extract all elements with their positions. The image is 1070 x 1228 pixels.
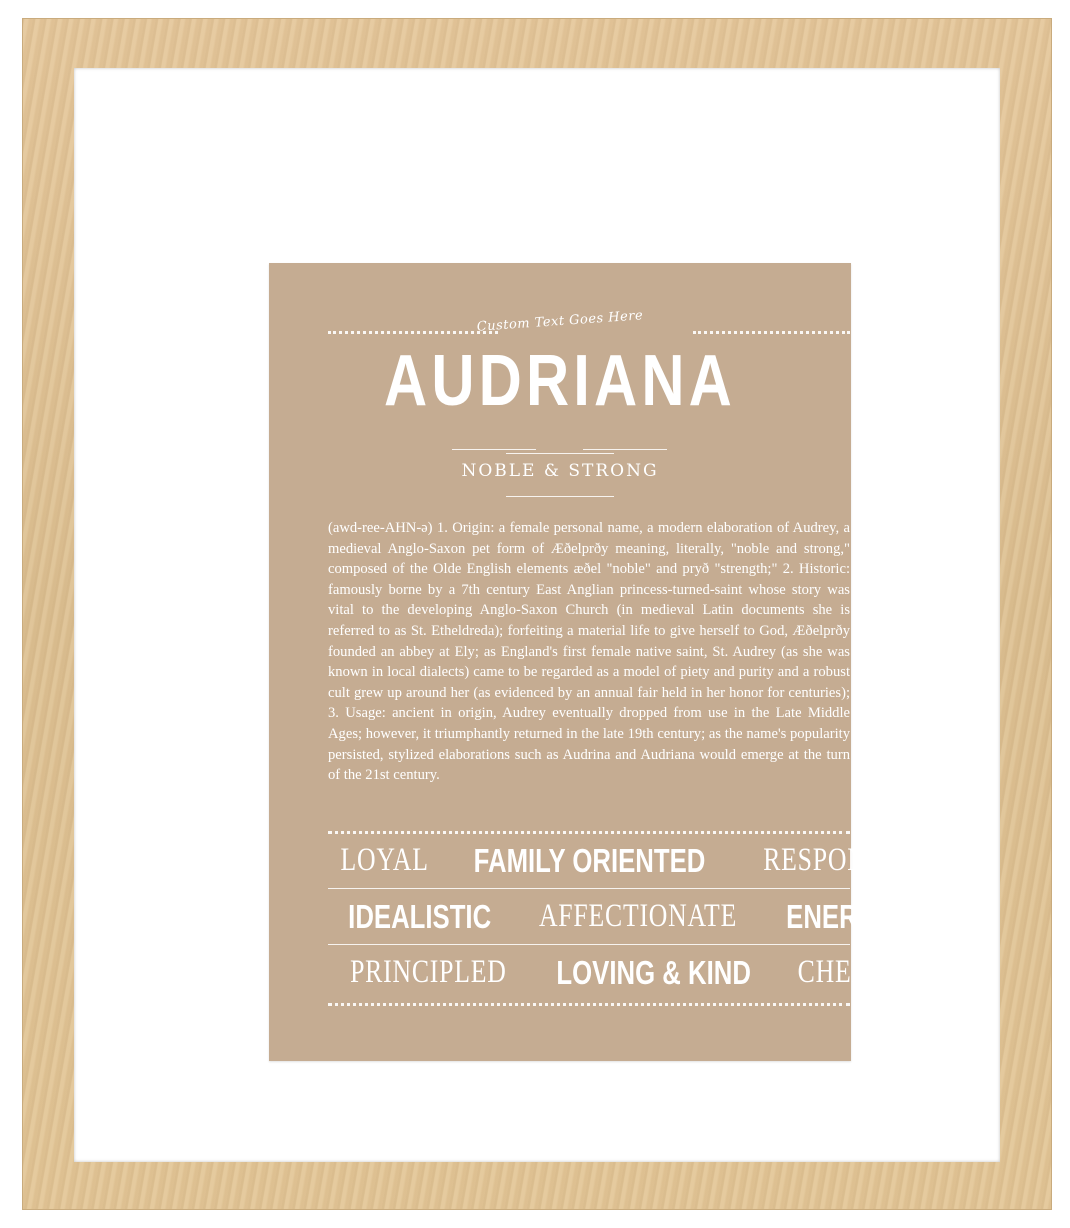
trait-word: RESPONSIBLE — [763, 841, 943, 878]
trait-word: AFFECTIONATE — [539, 897, 738, 934]
trait-row-2 — [328, 896, 937, 936]
dotted-divider-top-right — [693, 331, 850, 334]
trait-word: CHEERFUL — [797, 953, 937, 990]
trait-word: ENERGETIC — [786, 897, 937, 935]
white-mat — [74, 68, 1000, 1162]
trait-divider-1 — [328, 888, 850, 889]
dotted-divider-bottom — [328, 1003, 850, 1006]
rule-right — [583, 449, 667, 450]
trait-row-3 — [328, 952, 937, 992]
trait-word: IDEALISTIC — [348, 897, 492, 935]
custom-text: Custom Text Goes Here — [476, 308, 644, 335]
trait-row-1 — [328, 840, 943, 880]
rule-center — [506, 453, 614, 454]
trait-word: LOYAL — [340, 841, 429, 878]
trait-word: PRINCIPLED — [350, 953, 507, 990]
wooden-frame — [22, 18, 1052, 1210]
trait-word: LOVING & KIND — [556, 953, 751, 991]
rule-under-tagline — [506, 496, 614, 497]
trait-word: FAMILY ORIENTED — [473, 841, 706, 879]
name-definition: (awd-ree-AHN-ə) 1. Origin: a female personal name, a modern elaboration of Audrey, a medieval Anglo-Saxon pet form of Æðelprðy meaning, literally, "noble and strong," composed of the Olde English elements æðel "noble" and pryð "strength;" 2. Historic: famously borne by a 7th century East Anglian princess-turned-saint whose story was vital to the developing Anglo-Saxon Church (in medieval Latin documents she is referred to as St. Etheldreda); forfeiting a material life to give herself to God, Æðelprðy founded an abbey at Ely; as England's first female native saint, St. Audrey (as she was known in local dialects) came to be regarded as a model of piety and purity and a robust cult grew up around her (as evidenced by an annual fair held in her honor for centuries); 3. Usage: ancient in origin, Audrey eventually dropped from use in the Late Middle Ages; however, it triumphantly returned in the late 19th century; as the name's popularity persisted, stylized elaborations such as Audrina and Audriana would emerge at the turn of the 21st century. — [328, 520, 850, 784]
trait-divider-2 — [328, 944, 850, 945]
dotted-divider-middle — [328, 831, 850, 834]
name-title: AUDRIANA — [384, 341, 736, 421]
rule-left — [452, 449, 536, 450]
name-print — [269, 263, 943, 1061]
tagline: NOBLE & STRONG — [461, 461, 659, 481]
